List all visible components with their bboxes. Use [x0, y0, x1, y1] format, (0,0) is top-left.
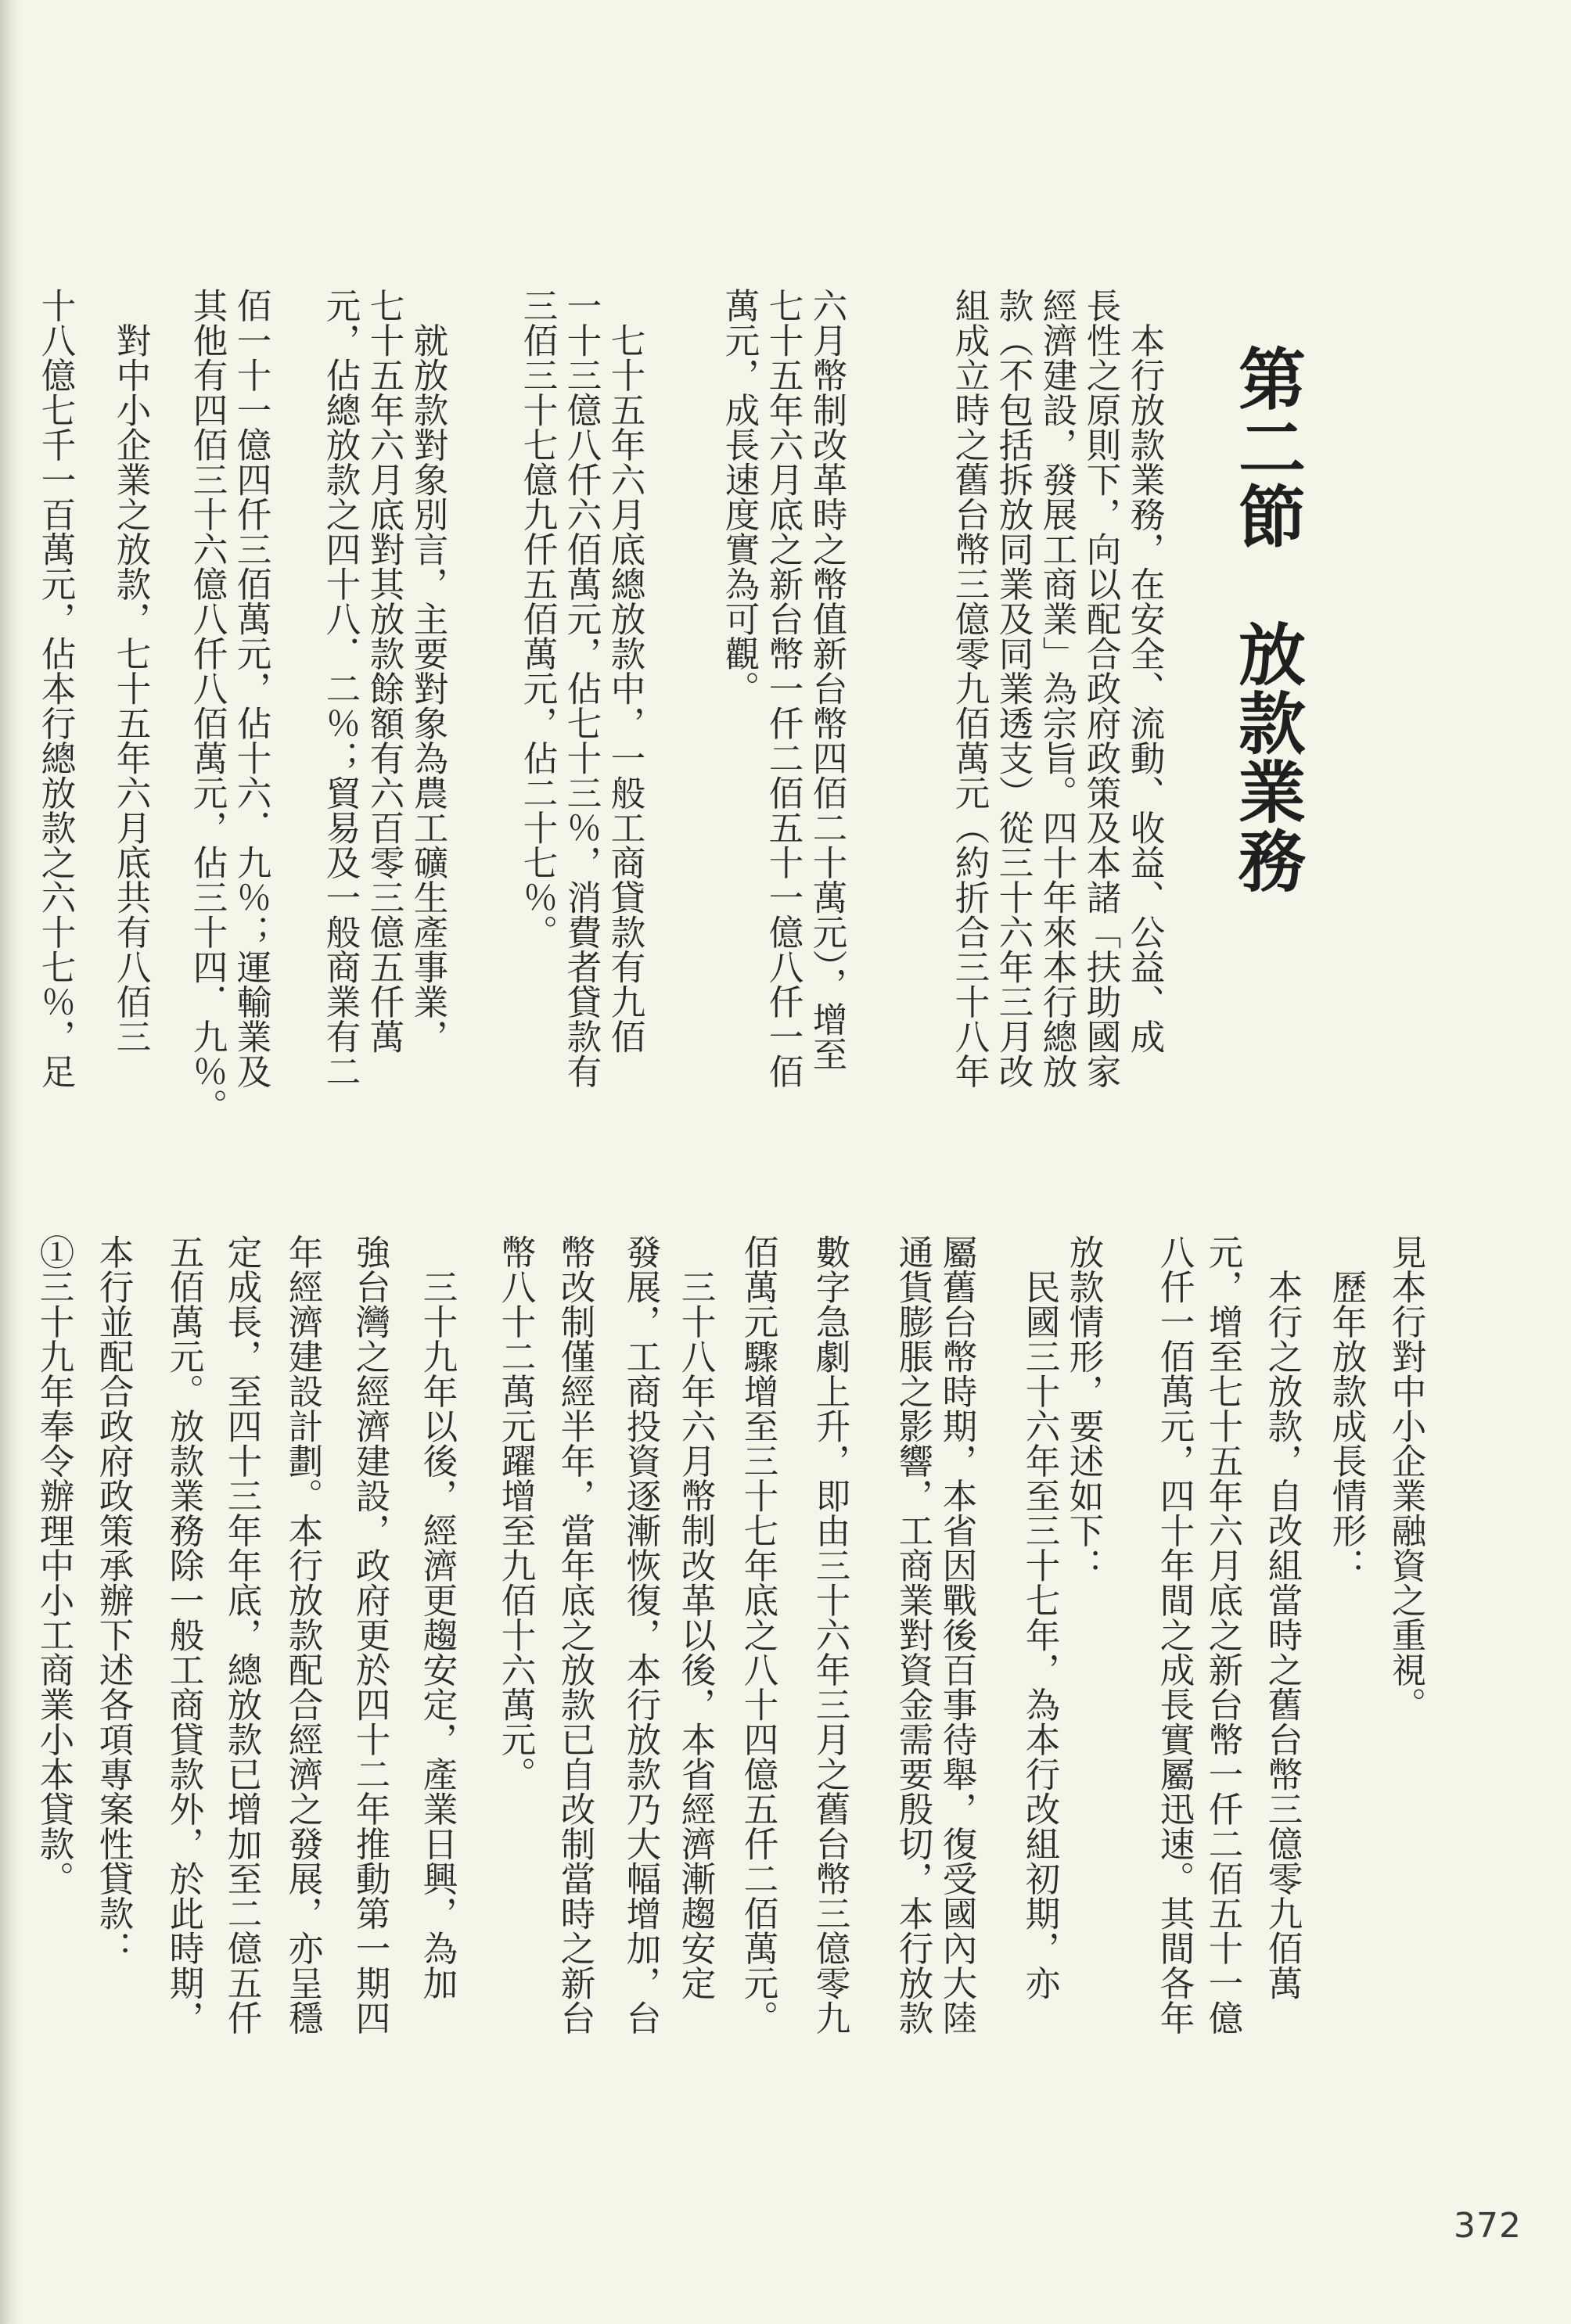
lower-column: 發展，工商投資逐漸恢復，本行放款乃大幅增加，台 — [620, 1234, 660, 2035]
upper-column: 七十五年六月底總放款中，一般工商貸款有九佰 — [605, 288, 645, 1054]
lower-column: 定成長，至四十三年年底，總放款已增加至二億五仟 — [221, 1234, 261, 2035]
upper-column: 長性之原則下，向以配合政府政策及本諸「扶助國家 — [1080, 288, 1120, 1089]
lower-column: 強台灣之經濟建設，政府更於四十二年推動第一期四 — [350, 1234, 390, 2035]
section-title-name: 放款業務 — [1227, 620, 1305, 895]
lower-column: 八仟一佰萬元，四十年間之成長實屬迅速。其間各年 — [1154, 1234, 1194, 2035]
upper-column: 七十五年六月底對其放款餘額有六百零三億五仟萬 — [364, 288, 404, 1054]
lower-column: ①三十九年奉令辦理中小工商業小本貸款。 — [34, 1234, 74, 1896]
upper-column: 對中小企業之放款，七十五年六月底共有八佰三 — [110, 288, 150, 1054]
lower-column: 通貨膨脹之影響，工商業對資金需要殷切，本行放款 — [893, 1234, 933, 2035]
lower-column: 屬舊台幣時期，本省因戰後百事待舉，復受國內大陸 — [936, 1234, 976, 2035]
lower-column: 五佰萬元。放款業務除一般工商貸款外，於此時期， — [164, 1234, 203, 2035]
upper-column: 三佰三十七億九仟五佰萬元，佔二十七％。 — [517, 288, 557, 950]
upper-column: 本行放款業務，在安全、流動、收益、公益、成 — [1124, 288, 1164, 1054]
upper-column: 就放款對象別言，主要對象為農工礦生產事業， — [408, 288, 448, 1054]
upper-column: 佰一十一億四仟三佰萬元，佔十六．九％；運輸業及 — [231, 288, 271, 1089]
upper-column: 經濟建設，發展工商業」為宗旨。四十年來本行總放 — [1037, 288, 1077, 1089]
upper-column: 一十三億八仟六佰萬元，佔七十三％，消費者貸款有 — [561, 288, 601, 1089]
lower-column: 幣改制僅經半年，當年底之放款已自改制當時之新台 — [555, 1234, 595, 2035]
upper-column: 款（不包括拆放同業及同業透支）從三十六年三月改 — [993, 288, 1033, 1089]
upper-column: 組成立時之舊台幣三億零九佰萬元（約折合三十八年 — [949, 288, 989, 1089]
lower-column: 民國三十六年至三十七年，為本行改組初期，亦 — [1019, 1234, 1059, 2000]
lower-column: 三十八年六月幣制改革以後，本省經濟漸趨安定 — [675, 1234, 715, 2000]
lower-column: 本行並配合政府政策承辦下述各項專案性貸款： — [93, 1234, 133, 1966]
lower-column: 年經濟建設計劃。本行放款配合經濟之發展，亦呈穩 — [282, 1234, 322, 2035]
lower-column: 幣八十二萬元躍增至九佰十六萬元。 — [495, 1234, 535, 1791]
lower-column: 佰萬元驟增至三十七年底之八十四億五仟二佰萬元。 — [738, 1234, 778, 2035]
lower-column: 數字急劇上升，即由三十六年三月之舊台幣三億零九 — [810, 1234, 850, 2035]
lower-column: 本行之放款，自改組當時之舊台幣三億零九佰萬 — [1262, 1234, 1302, 2000]
section-title — [1219, 344, 1313, 986]
page-number: 372 — [1454, 2206, 1522, 2246]
lower-column: 元，增至七十五年六月底之新台幣一仟二佰五十一億 — [1203, 1234, 1242, 2035]
book-spine-shadow — [0, 0, 20, 2324]
upper-column: 元，佔總放款之四十八．二％；貿易及一般商業有二 — [320, 288, 360, 1089]
lower-column: 放款情形，要述如下： — [1063, 1234, 1103, 1582]
upper-column: 其他有四佰三十六億八仟八佰萬元，佔三十四．九％。 — [187, 288, 227, 1123]
upper-column: 七十五年六月底之新台幣一仟二佰五十一億八仟一佰 — [763, 288, 803, 1089]
upper-column: 六月幣制改革時之幣值新台幣四佰二十萬元），增至 — [807, 288, 847, 1072]
lower-column: 見本行對中小企業融資之重視。 — [1386, 1234, 1425, 1722]
lower-column: 三十九年以後，經濟更趨安定，產業日興，為加 — [417, 1234, 457, 2000]
upper-column: 十八億七千一百萬元，佔本行總放款之六十七％，足 — [35, 288, 75, 1089]
upper-column: 萬元，成長速度實為可觀。 — [719, 288, 759, 706]
lower-column: 歷年放款成長情形： — [1326, 1234, 1366, 1582]
section-title-number: 第二節 — [1227, 344, 1305, 551]
